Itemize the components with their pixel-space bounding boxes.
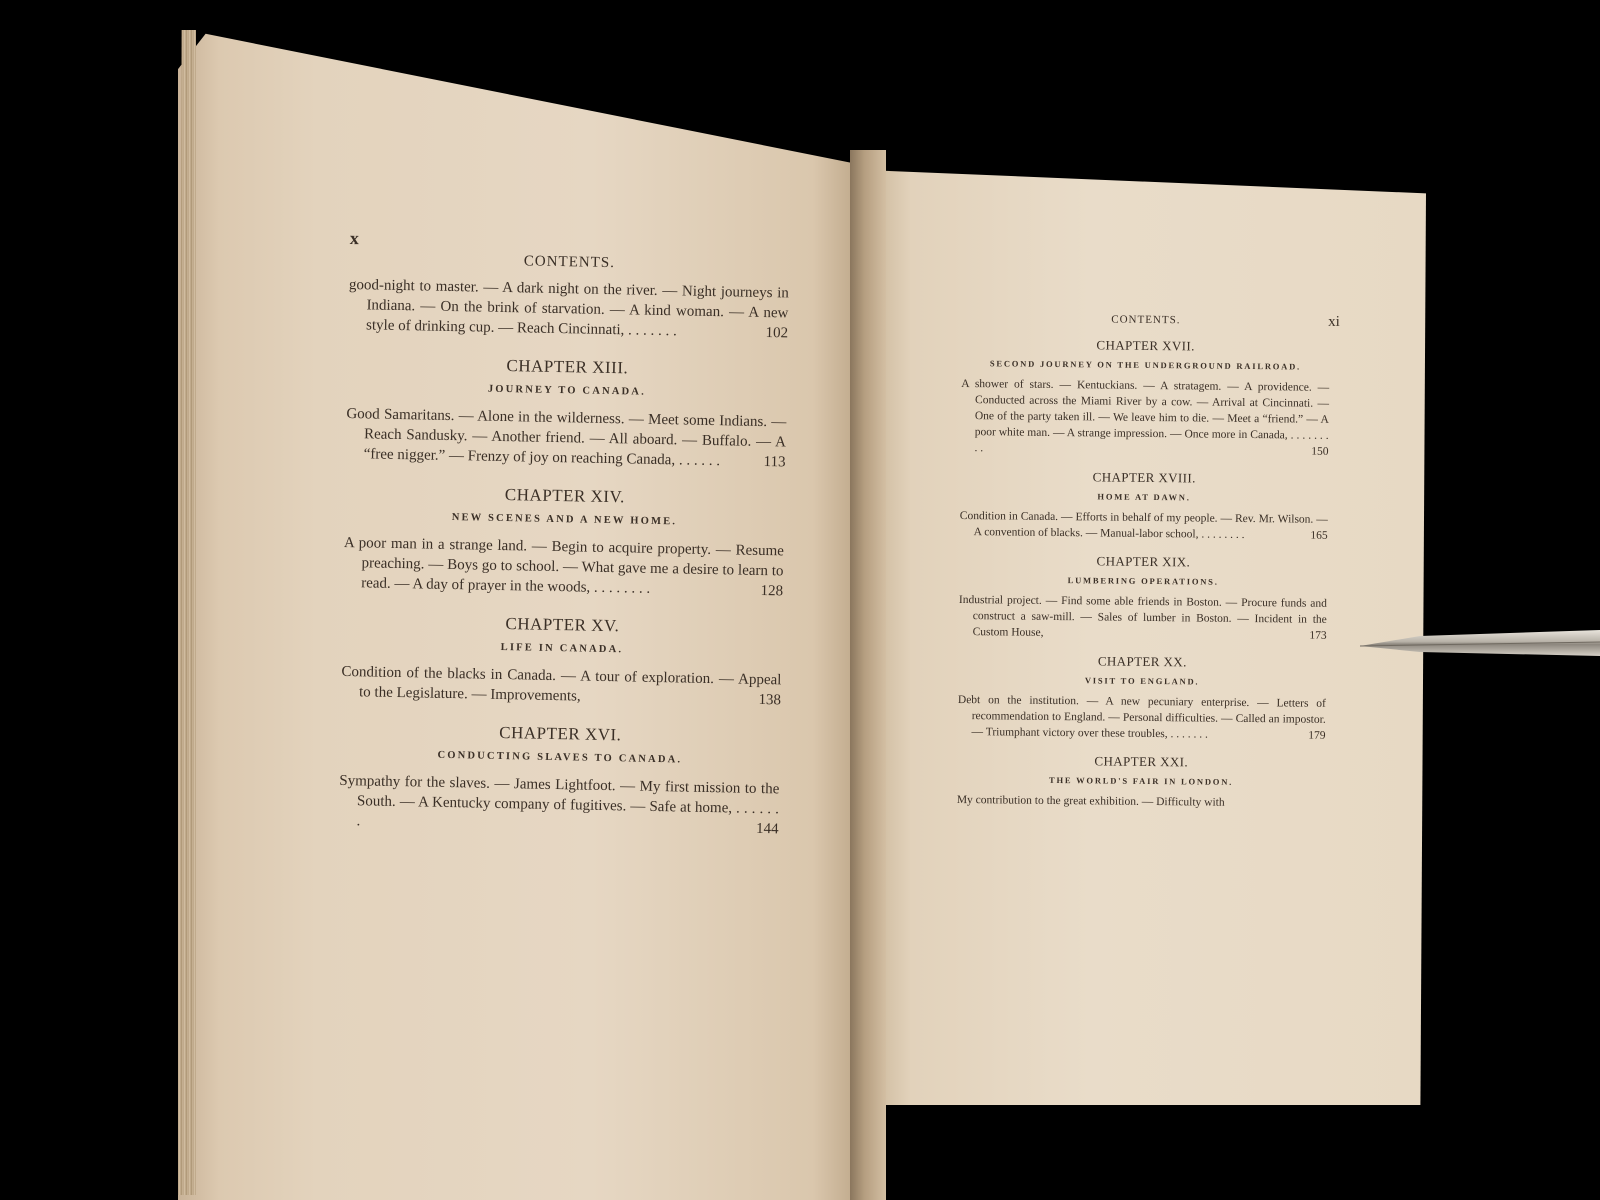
chapter-subtitle: VISIT TO ENGLAND. [1084, 675, 1200, 687]
entry-text: good-night to master. — A dark night on the river. — Night journeys in Indiana. — On the brink of starvation. — A kind woman. — A new style of drinking cup. — Reach Cincinnati, . . . . . . . [348, 276, 789, 340]
running-head: CONTENTS. [1111, 313, 1181, 327]
chapter-heading: CHAPTER XVI. [499, 722, 622, 745]
right-page-contents [956, 310, 1340, 812]
entry-text: My contribution to the great exhibition. — Difficulty with [956, 793, 1225, 809]
toc-entry [338, 771, 779, 839]
page-number: 128 [760, 582, 784, 600]
entry-text: Industrial project. — Find some able friends in Boston. — Procure funds and construct a saw-mill. — Sales of lumber in Boston. — Incident in the Custom House, [958, 593, 1328, 639]
toc-entry [959, 592, 1327, 644]
chapter-subtitle: CONDUCTING SLAVES TO CANADA. [437, 749, 683, 766]
entry-text: Condition of the blacks in Canada. — A tour of exploration. — Appeal to the Legislature. — Improvements, [341, 663, 782, 705]
chapter-subtitle: LIFE IN CANADA. [500, 641, 624, 656]
entry-text: A poor man in a strange land. — Begin to acquire property. — Resume preaching. — Boys go to school. — What gave me a desire to learn to read. — A day of prayer in the woods, . . . . . . . . [343, 534, 785, 597]
page-folio: x [349, 228, 359, 249]
chapter-heading: CHAPTER XX. [1097, 653, 1187, 670]
page-number: 150 [1311, 445, 1329, 458]
toc-entry [341, 662, 782, 710]
chapter-subtitle: LUMBERING OPERATIONS. [1067, 575, 1219, 587]
chapter-subtitle: THE WORLD'S FAIR IN LONDON. [1048, 774, 1234, 787]
page-number: 179 [1308, 729, 1326, 742]
toc-entry [960, 508, 1328, 544]
toc-entry [960, 376, 1329, 460]
chapter-subtitle: SECOND JOURNEY ON THE UNDERGROUND RAILROAD. [989, 358, 1302, 372]
page-number: 173 [1309, 629, 1327, 642]
book-gutter [850, 150, 886, 1200]
entry-text: Sympathy for the slaves. — James Lightfoot. — My first mission to the South. — A Kentucky company of fugitives. — Safe at home, . . . . . . . [339, 772, 780, 830]
left-page-contents [338, 228, 789, 839]
entry-text: Debt on the institution. — A new pecuniary enterprise. — Letters of recommendation to England. — Personal difficulties. — Called an impostor. — Triumphant victory over these troubles, . . . . . . . [957, 693, 1326, 741]
chapter-heading: CHAPTER XIV. [504, 485, 626, 507]
entry-text: A shower of stars. — Kentuckians. — A stratagem. — A providence. — Conducted across the Miami River by a cow. — Arrival at Cincinnati. — One of the party taken ill. — We leave him to die. — Meet a “friend.” — A poor white man. — A strange impression. — Once more in Canada, . . . . . . . . . [961, 377, 1330, 455]
running-head: CONTENTS. [523, 253, 616, 272]
page-folio: xi [1328, 313, 1340, 330]
page-number: 102 [765, 324, 789, 342]
chapter-subtitle: NEW SCENES AND A NEW HOME. [451, 512, 678, 528]
letter-opener-blade [1360, 630, 1600, 658]
chapter-heading: CHAPTER XVII. [1096, 337, 1195, 354]
chapter-subtitle: HOME AT DAWN. [1097, 491, 1191, 503]
entry-text: Condition in Canada. — Efforts in behalf of my people. — Rev. Mr. Wilson. — A convention of blacks. — Manual-labor school, . . . . . . . . [959, 509, 1328, 541]
page-number: 165 [1310, 529, 1328, 542]
toc-entry [957, 692, 1325, 744]
chapter-heading: CHAPTER XVIII. [1092, 469, 1196, 486]
toc-entry [343, 533, 784, 601]
chapter-heading: CHAPTER XXI. [1094, 753, 1189, 770]
chapter-subtitle: JOURNEY TO CANADA. [487, 383, 647, 398]
chapter-heading: CHAPTER XIII. [506, 356, 629, 378]
entry-text: Good Samaritans. — Alone in the wilderness. — Meet some Indians. — Reach Sandusky. — Another friend. — All aboard. — Buffalo. — A “free nigger.” — Frenzy of joy on reaching Canada, . . . . . . [346, 405, 787, 470]
toc-entry [348, 275, 789, 343]
toc-entry [345, 404, 786, 472]
page-number: 113 [763, 453, 786, 471]
chapter-heading: CHAPTER XIX. [1096, 553, 1191, 570]
page-number: 144 [755, 820, 779, 838]
chapter-heading: CHAPTER XV. [505, 614, 620, 636]
page-number: 138 [758, 691, 782, 709]
